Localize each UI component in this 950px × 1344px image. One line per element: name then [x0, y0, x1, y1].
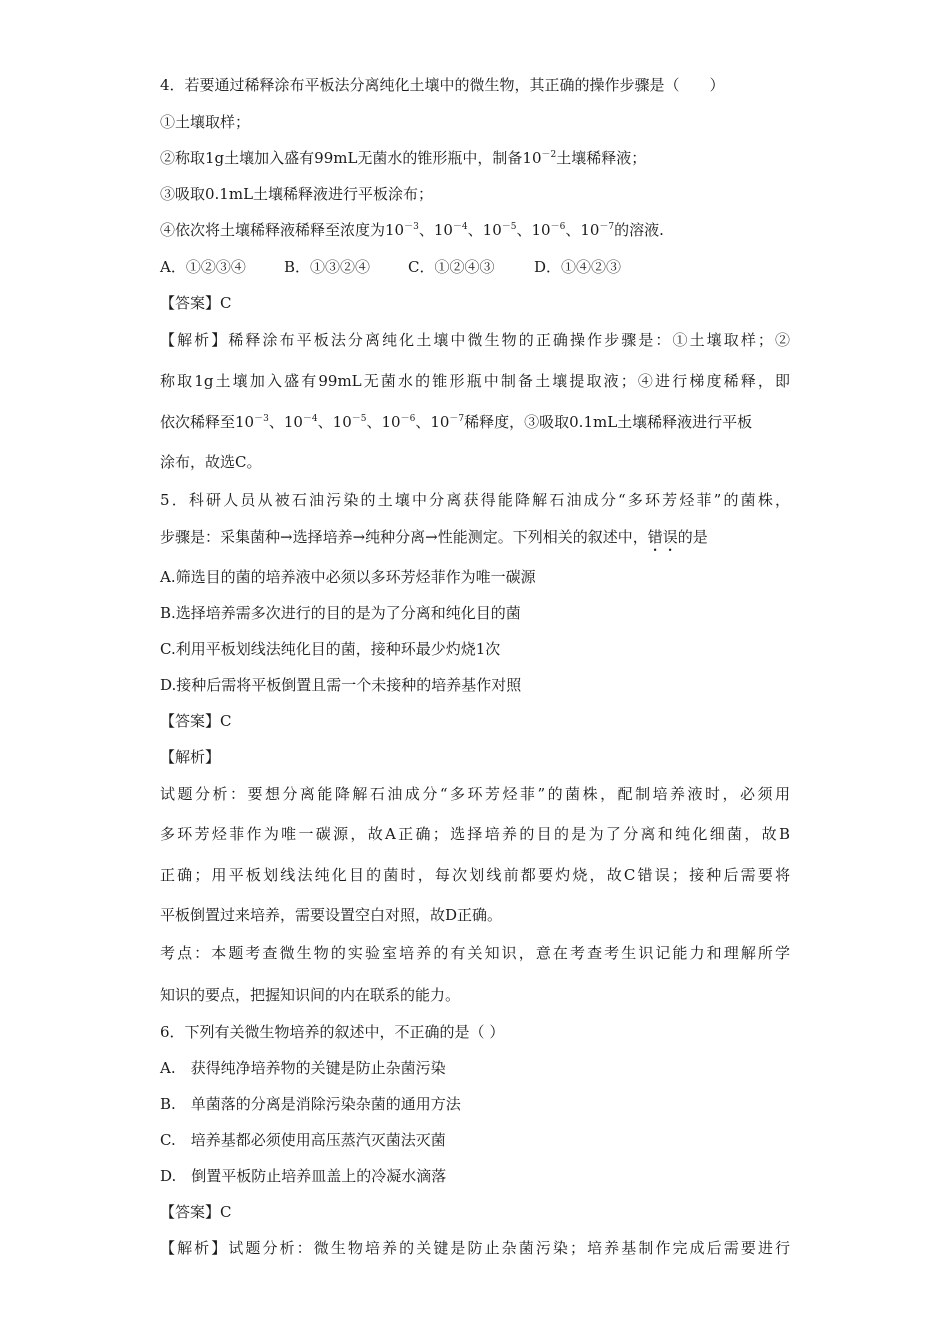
q5-analysis-line-1: 试题分析：要想分离能降解石油成分“多环芳烃菲”的菌株，配制培养液时，必须用 — [160, 785, 790, 803]
q4-explanation-line-3: 依次稀释至$10^{-3}$、$10^{-4}$、$10^{-5}$、$10^{-6}$、$10^{-7}$稀释度，③吸取0.1mL土壤稀释液进行平板 — [160, 413, 753, 431]
q4-answer: 【答案】C — [160, 294, 232, 312]
q6-explanation-line-1: 【解析】试题分析：微生物培养的关键是防止杂菌污染；培养基制作完成后需要进行 — [160, 1239, 790, 1257]
q6-option-c: C. 培养基都必须使用高压蒸汽灭菌法灭菌 — [160, 1131, 446, 1149]
q6-stem: 6．下列有关微生物培养的叙述中，不正确的是（ ） — [160, 1023, 505, 1041]
q4-explanation-line-1: 【解析】稀释涂布平板法分离纯化土壤中微生物的正确操作步骤是：①土壤取样；② — [160, 331, 790, 349]
q4-step-3: ③吸取0.1mL土壤稀释液进行平板涂布； — [160, 185, 434, 203]
q6-option-b: B. 单菌落的分离是消除污染杂菌的通用方法 — [160, 1095, 461, 1113]
q6-answer: 【答案】C — [160, 1203, 232, 1221]
q4-stem: 4．若要通过稀释涂布平板法分离纯化土壤中的微生物，其正确的操作步骤是（ ） — [160, 76, 725, 94]
emphasis-text: 错误 — [647, 528, 678, 546]
q5-option-b: B.选择培养需多次进行的目的是为了分离和纯化目的菌 — [160, 604, 521, 622]
q4-options — [160, 257, 621, 277]
q5-analysis-line-2: 多环芳烃菲作为唯一碳源，故A正确；选择培养的目的是为了分离和纯化细菌，故B — [160, 825, 790, 843]
q4-explanation-line-4: 涂布，故选C。 — [160, 453, 262, 471]
q4-option-a: A．①②③④ — [160, 258, 246, 276]
q5-option-a: A.筛选目的菌的培养液中必须以多环芳烃菲作为唯一碳源 — [160, 568, 536, 586]
q4-option-d: D．①④②③ — [534, 258, 622, 276]
q4-step-4: ④依次将土壤稀释液稀释至浓度为$10^{-3}$、$10^{-4}$、$10^{-5}$、$10^{-6}$、$10^{-7}$的溶液. — [160, 221, 664, 239]
q5-explanation-head: 【解析】 — [160, 748, 221, 766]
q4-step-2: ②称取1g土壤加入盛有99mL无菌水的锥形瓶中，制备$10^{-2}$土壤稀释液； — [160, 149, 647, 167]
q5-point-line-1: 考点：本题考查微生物的实验室培养的有关知识，意在考查考生识记能力和理解所学 — [160, 944, 790, 962]
q5-answer: 【答案】C — [160, 712, 232, 730]
q5-stem-line-2: 步骤是：采集菌种→选择培养→纯种分离→性能测定。下列相关的叙述中，错误的是 — [160, 528, 708, 546]
q4-explanation-line-2: 称取1g土壤加入盛有99mL无菌水的锥形瓶中制备土壤提取液；④进行梯度稀释，即 — [160, 372, 790, 390]
q5-option-d: D.接种后需将平板倒置且需一个未接种的培养基作对照 — [160, 676, 522, 694]
q4-option-c: C．①②④③ — [408, 258, 495, 276]
q5-analysis-line-3: 正确；用平板划线法纯化目的菌时，每次划线前都要灼烧，故C错误；接种后需要将 — [160, 866, 790, 884]
q5-point-line-2: 知识的要点，把握知识间的内在联系的能力。 — [160, 986, 461, 1004]
q4-step-1: ①土壤取样； — [160, 113, 251, 131]
q4-option-b: B．①③②④ — [284, 258, 371, 276]
q6-option-d: D. 倒置平板防止培养皿盖上的冷凝水滴落 — [160, 1167, 447, 1185]
q5-analysis-line-4: 平板倒置过来培养，需要设置空白对照，故D正确。 — [160, 906, 503, 924]
q5-stem-line-1: 5．科研人员从被石油污染的土壤中分离获得能降解石油成分“多环芳烃菲”的菌株， — [160, 491, 790, 509]
q6-option-a: A. 获得纯净培养物的关键是防止杂菌污染 — [160, 1059, 446, 1077]
q5-option-c: C.利用平板划线法纯化目的菌，接种环最少灼烧1次 — [160, 640, 501, 658]
